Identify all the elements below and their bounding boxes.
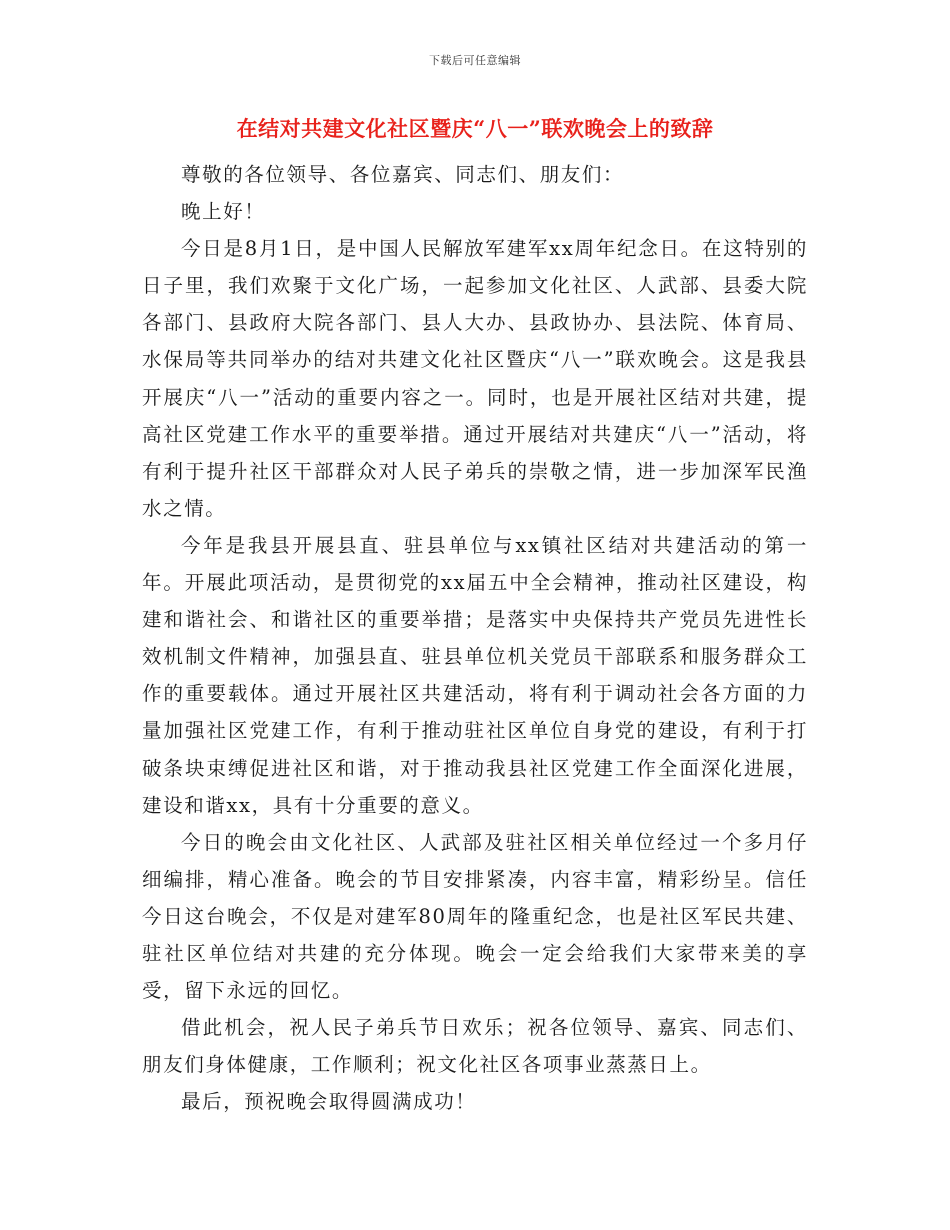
body-paragraph: 今日是8月1日，是中国人民解放军建军xx周年纪念日。在这特别的日子里，我们欢聚于文化广场，一起参加文化社区、人武部、县委大院各部门、县政府大院各部门、县人大办、县政协办、县法院、体育局、水保局等共同举办的结对共建文化社区暨庆“八一”联欢晚会。这是我县开展庆“八一”活动的重要内容之一。同时，也是开展社区结对共建，提高社区党建工作水平的重要举措。通过开展结对共建庆“八一”活动，将有利于提升社区干部群众对人民子弟兵的崇敬之情，进一步加深军民渔水之情。	[142, 237, 808, 520]
body-paragraph: 今年是我县开展县直、驻县单位与xx镇社区结对共建活动的第一年。开展此项活动，是贯彻党的xx届五中全会精神，推动社区建设，构建和谐社会、和谐社区的重要举措；是落实中央保持共产党员先进性长效机制文件精神，加强县直、驻县单位机关党员干部联系和服务群众工作的重要载体。通过开展社区共建活动，将有利于调动社会各方面的力量加强社区党建工作，有利于推动驻社区单位自身党的建设，有利于打破条块束缚促进社区和谐，对于推动我县社区党建工作全面深化进展，建设和谐xx，具有十分重要的意义。	[142, 533, 808, 817]
body-paragraph: 今日的晚会由文化社区、人武部及驻社区相关单位经过一个多月仔细编排，精心准备。晚会的节目安排紧凑，内容丰富，精彩纷呈。信任今日这台晚会，不仅是对建军80周年的隆重纪念，也是社区军民共建、驻社区单位结对共建的充分体现。晚会一定会给我们大家带来美的享受，留下永远的回忆。	[142, 830, 808, 1003]
wishes-paragraph: 借此机会，祝人民子弟兵节日欢乐；祝各位领导、嘉宾、同志们、朋友们身体健康，工作顺利；祝文化社区各项事业蒸蒸日上。	[142, 1016, 808, 1077]
document-title: 在结对共建文化社区暨庆“八一”联欢晚会上的致辞	[236, 116, 714, 141]
greeting-paragraph: 晚上好！	[181, 200, 266, 224]
closing-paragraph: 最后，预祝晚会取得圆满成功！	[181, 1090, 477, 1114]
salutation-paragraph: 尊敬的各位领导、各位嘉宾、同志们、朋友们：	[181, 163, 625, 186]
document-body	[142, 156, 808, 1120]
header-note: 下载后可任意编辑	[429, 54, 521, 67]
